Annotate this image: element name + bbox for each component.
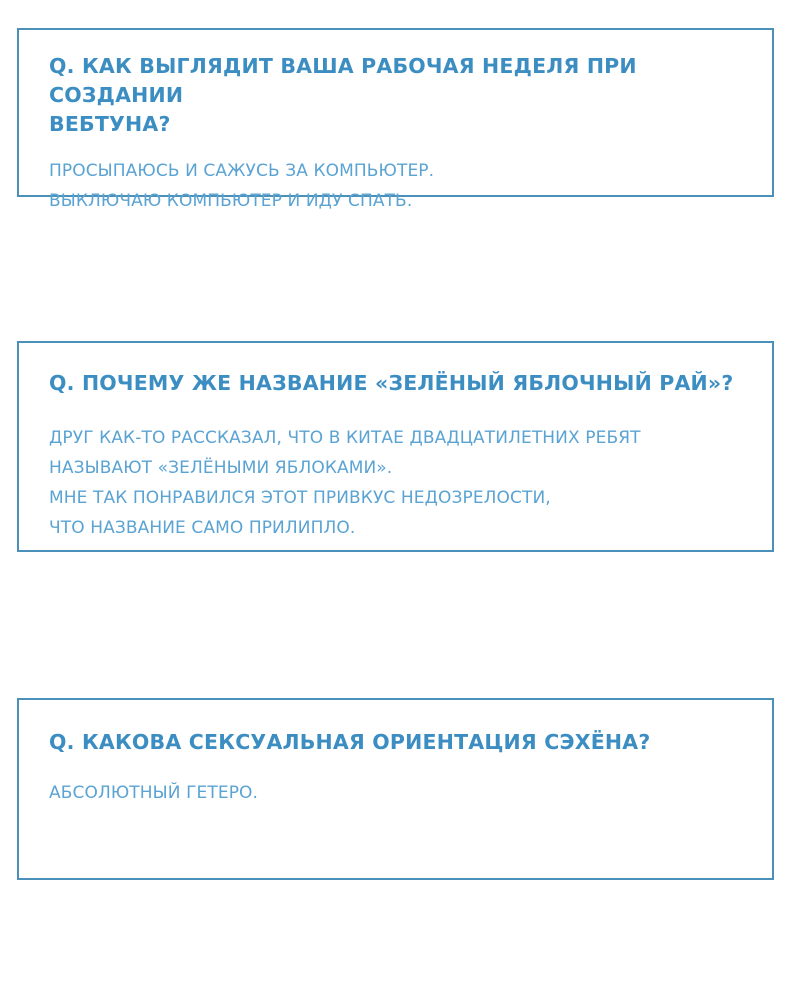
question-text: Q. КАК ВЫГЛЯДИТ ВАША РАБОЧАЯ НЕДЕЛЯ ПРИ СОЗДАНИИ ВЕБТУНА?	[49, 54, 637, 136]
qa-card	[17, 341, 774, 552]
qa-card	[17, 28, 774, 211]
answer-text: ПРОСЫПАЮСЬ И САЖУСЬ ЗА КОМПЬЮТЕР. ВЫКЛЮЧАЮ КОМПЬЮТЕР И ИДУ СПАТЬ.	[49, 161, 435, 211]
answer-text: ДРУГ КАК-ТО РАССКАЗАЛ, ЧТО В КИТАЕ ДВАДЦАТИЛЕТНИХ РЕБЯТ НАЗЫВАЮТ «ЗЕЛЁНЫМИ ЯБЛОКАМИ». МНЕ ТАК ПОНРАВИЛСЯ ЭТОТ ПРИВКУС НЕДОЗРЕЛОСТИ, ЧТО НАЗВАНИЕ САМО ПРИЛИПЛО.	[49, 428, 641, 538]
question-text: Q. КАКОВА СЕКСУАЛЬНАЯ ОРИЕНТАЦИЯ СЭХЁНА?	[49, 730, 651, 754]
question-text: Q. ПОЧЕМУ ЖЕ НАЗВАНИЕ «ЗЕЛЁНЫЙ ЯБЛОЧНЫЙ РАЙ»?	[49, 371, 734, 395]
qa-card	[17, 698, 774, 880]
answer-text: АБСОЛЮТНЫЙ ГЕТЕРО.	[49, 783, 259, 803]
